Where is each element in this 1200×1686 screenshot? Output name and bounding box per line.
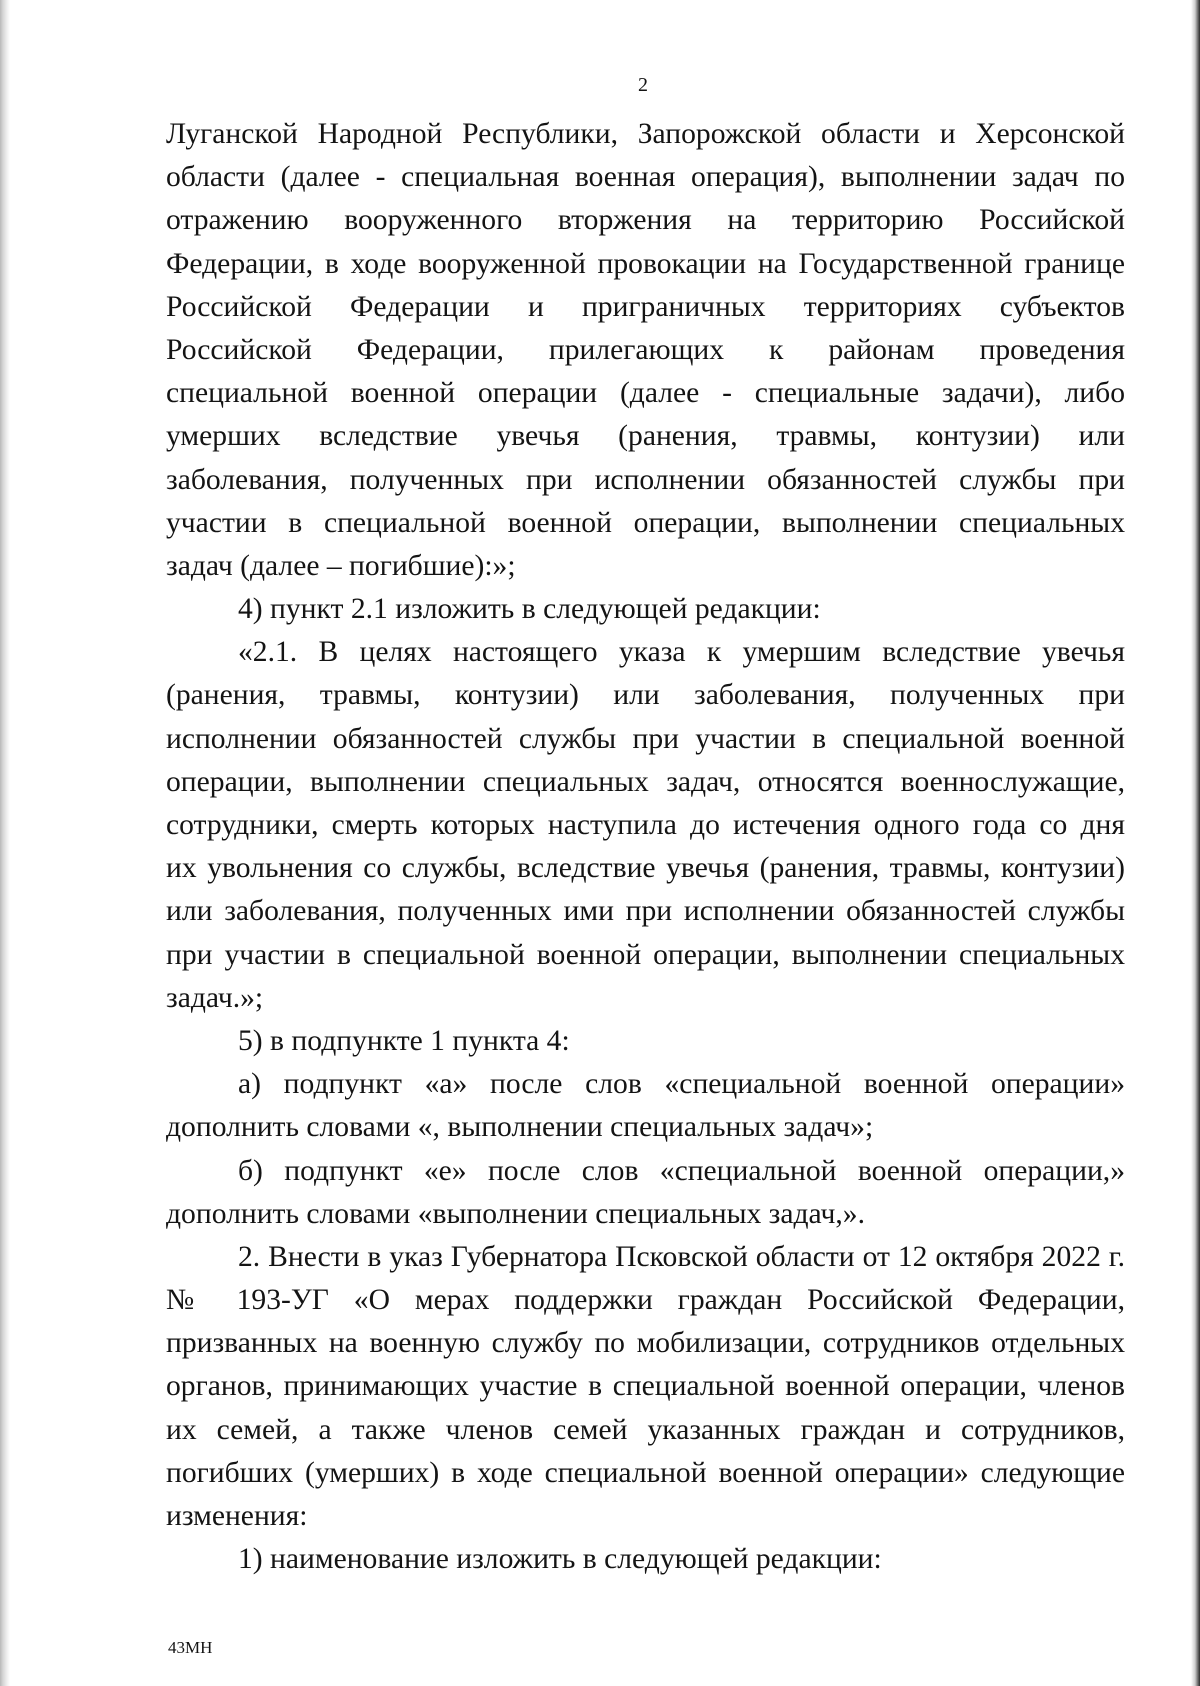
text-line: их увольнения со службы, вследствие увечья (ранения, травмы, контузии) bbox=[166, 852, 1125, 885]
scan-edge-left bbox=[0, 0, 10, 1686]
text-line: Луганской Народной Республики, Запорожской области и Херсонской bbox=[166, 118, 1125, 150]
text-line: изменения: bbox=[166, 1500, 308, 1532]
text-line: 4) пункт 2.1 изложить в следующей редакции: bbox=[238, 593, 821, 626]
text-line: а) подпункт «а» после слов «специальной военной операции» bbox=[238, 1068, 1125, 1101]
text-line: исполнении обязанностей службы при участии в специальной военной bbox=[166, 722, 1125, 755]
text-line: б) подпункт «е» после слов «специальной военной операции,» bbox=[238, 1154, 1125, 1187]
text-line: (ранения, травмы, контузии) или заболевания, полученных при bbox=[166, 679, 1125, 712]
text-line: операции, выполнении специальных задач, относятся военнослужащие, bbox=[166, 765, 1125, 798]
text-line: дополнить словами «выполнении специальных задач,». bbox=[166, 1197, 865, 1230]
text-line: или заболевания, полученных ими при исполнении обязанностей службы bbox=[166, 895, 1125, 928]
text-line: погибших (умерших) в ходе специальной военной операции» следующие bbox=[166, 1456, 1125, 1489]
text-line: «2.1. В целях настоящего указа к умершим вследствие увечья bbox=[238, 636, 1125, 669]
page-number: 2 bbox=[638, 74, 648, 96]
text-line: области (далее - специальная военная операция), выполнении задач по bbox=[166, 161, 1125, 194]
text-line: 1) наименование изложить в следующей редакции: bbox=[238, 1543, 882, 1576]
scan-edge-right bbox=[1191, 0, 1200, 1686]
document-body bbox=[166, 113, 1125, 1581]
text-line: Российской Федерации и приграничных территориях субъектов bbox=[166, 290, 1125, 323]
text-line: задач.»; bbox=[166, 981, 264, 1014]
text-line: № 193-УГ «О мерах поддержки граждан Российской Федерации, bbox=[166, 1284, 1125, 1317]
text-line: задач (далее – погибшие):»; bbox=[166, 549, 516, 582]
text-line: призванных на военную службу по мобилизации, сотрудников отдельных bbox=[166, 1327, 1125, 1360]
text-line: Федерации, в ходе вооруженной провокации на Государственной границе bbox=[166, 247, 1125, 280]
text-line: Российской Федерации, прилегающих к районам проведения bbox=[166, 333, 1125, 366]
text-line: отражению вооруженного вторжения на территорию Российской bbox=[166, 204, 1125, 237]
text-line: сотрудники, смерть которых наступила до истечения одного года со дня bbox=[166, 809, 1125, 841]
text-line: при участии в специальной военной операции, выполнении специальных bbox=[166, 938, 1125, 971]
text-line: участии в специальной военной операции, выполнении специальных bbox=[166, 506, 1125, 539]
text-line: их семей, а также членов семей указанных граждан и сотрудников, bbox=[166, 1413, 1125, 1446]
text-line: дополнить словами «, выполнении специальных задач»; bbox=[166, 1111, 874, 1144]
text-line: заболевания, полученных при исполнении обязанностей службы при bbox=[166, 463, 1125, 496]
footer-code: 43МН bbox=[168, 1638, 213, 1657]
text-line: умерших вследствие увечья (ранения, травмы, контузии) или bbox=[166, 420, 1125, 453]
text-line: специальной военной операции (далее - специальные задачи), либо bbox=[166, 377, 1125, 410]
text-line: органов, принимающих участие в специальной военной операции, членов bbox=[166, 1370, 1125, 1403]
text-line: 2. Внести в указ Губернатора Псковской области от 12 октября 2022 г. bbox=[238, 1240, 1125, 1273]
text-line: 5) в подпункте 1 пункта 4: bbox=[238, 1024, 570, 1057]
